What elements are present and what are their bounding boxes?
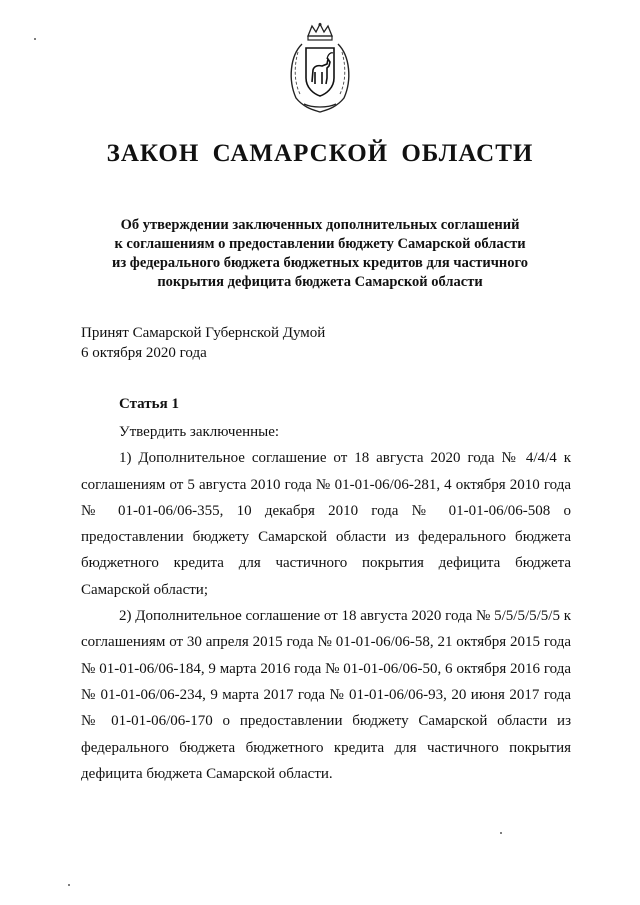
adoption-date: 6 октября 2020 года (81, 345, 207, 361)
subtitle-line: Об утверждении заключенных дополнительных соглашений (120, 217, 520, 233)
article-item: 1) Дополнительное соглашение от 18 августа 2020 года № 4/4/4 к соглашениям от 5 августа 2010 года № 01-01-06/06-281, 4 октября 2010 года № 01-01-06/06-355, 10 декабря 2010 года № 01-01-06/06-508 о предоставлении бюджету Самарской области из федерального бюджета бюджетного кредита для частичного покрытия дефицита бюджета Самарской области; (81, 450, 571, 598)
article-heading: Статья 1 (119, 396, 179, 412)
adoption-note (81, 323, 325, 363)
law-subtitle (90, 216, 550, 292)
subtitle-line: из федерального бюджета бюджетных кредитов для частичного (111, 255, 528, 271)
article-body (81, 419, 571, 787)
scan-speck (68, 884, 70, 886)
scan-speck (500, 832, 502, 834)
scan-speck (34, 38, 36, 40)
article-intro: Утвердить заключенные: (119, 424, 280, 440)
law-title: ЗАКОН САМАРСКОЙ ОБЛАСТИ (106, 140, 534, 167)
subtitle-line: к соглашениям о предоставлении бюджету Самарской области (114, 236, 526, 252)
article-item: 2) Дополнительное соглашение от 18 августа 2020 года № 5/5/5/5/5/5 к соглашениям от 30 апреля 2015 года № 01-01-06/06-58, 21 октября 2015 года № 01-01-06/06-184, 9 марта 2016 года № 01-01-06/06-50, 6 октября 2016 года № 01-01-06/06-234, 9 марта 2017 года № 01-01-06/06-93, 20 июня 2017 года № 01-01-06/06-170 о предоставлении бюджету Самарской области из федерального бюджета бюджетного кредита для частичного покрытия дефицита бюджета Самарской области. (81, 608, 571, 782)
samara-coat-of-arms-icon (280, 22, 360, 114)
adoption-body: Принят Самарской Губернской Думой (81, 325, 326, 341)
subtitle-line: покрытия дефицита бюджета Самарской области (157, 274, 483, 290)
